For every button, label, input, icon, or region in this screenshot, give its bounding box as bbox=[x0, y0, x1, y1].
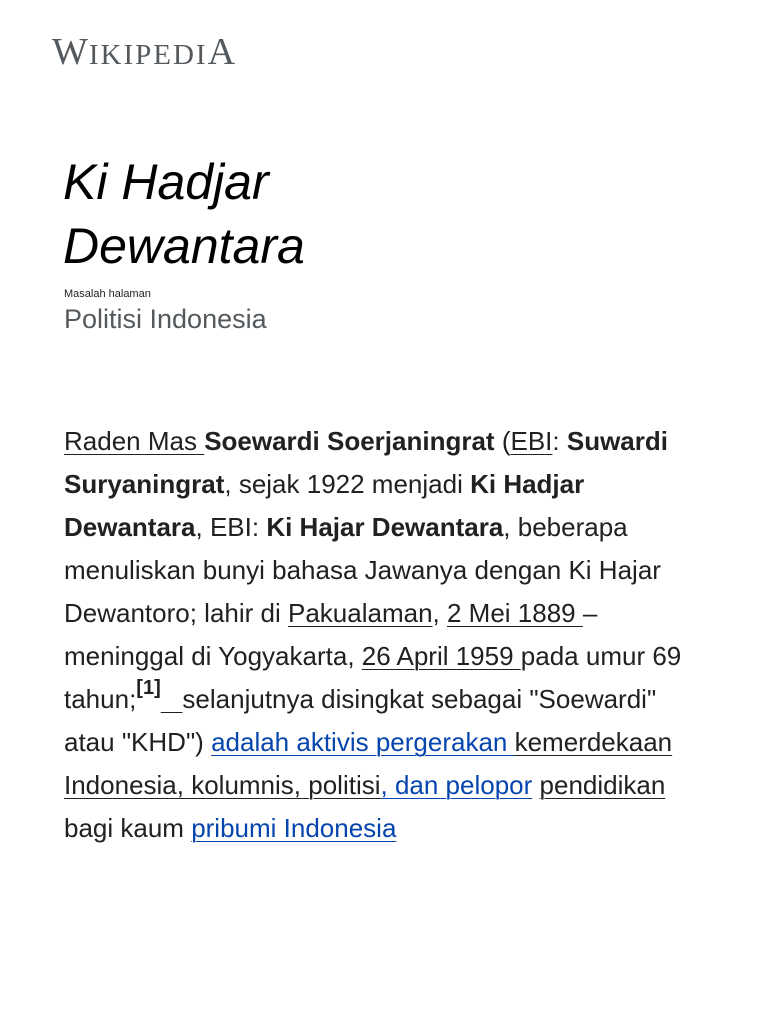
page-issues-link[interactable]: Masalah halaman bbox=[64, 288, 151, 300]
bold-soewardi-soerjaningrat: Soewardi Soerjaningrat bbox=[204, 426, 495, 456]
text-segment: : bbox=[552, 426, 567, 456]
pendidikan-link[interactable]: pendidikan bbox=[539, 770, 666, 800]
pelopor-link[interactable]: , dan pelopor bbox=[380, 770, 533, 800]
ebi-link[interactable]: EBI bbox=[510, 426, 553, 456]
citation-1-link[interactable]: [1] bbox=[136, 677, 161, 699]
text-segment bbox=[532, 770, 539, 800]
text-segment: ( bbox=[494, 426, 511, 456]
article-lead-paragraph bbox=[64, 420, 704, 850]
text-segment: , beberapa menuliskan bunyi bahasa Jawanya dengan Ki Hajar Dewantoro; lahir di bbox=[64, 512, 661, 628]
text-segment: selanjutnya disingkat sebagai "Soewardi" atau "KHD") bbox=[64, 684, 657, 757]
kemerdekaan-link[interactable]: kemerdekaan Indonesia, kolumnis, politisi bbox=[64, 727, 673, 800]
page-title bbox=[63, 150, 663, 278]
bold-ki-hadjar-dewantara: Ki Hadjar Dewantara bbox=[64, 469, 585, 542]
text-segment: pada umur 69 tahun; bbox=[64, 641, 682, 714]
logo-letters-middle: IKIPEDI bbox=[88, 39, 208, 71]
text-segment: , EBI: bbox=[195, 512, 267, 542]
title-line-2: Dewantara bbox=[63, 218, 305, 274]
birth-date-link[interactable]: 2 Mei 1889 bbox=[447, 598, 583, 628]
page-description: Politisi Indonesia bbox=[64, 304, 267, 334]
logo-letter-w: W bbox=[52, 31, 89, 73]
text-segment: , bbox=[432, 598, 447, 628]
wikipedia-logo[interactable] bbox=[52, 30, 236, 77]
aktivis-link[interactable]: adalah aktivis pergerakan bbox=[211, 727, 515, 757]
text-segment: bagi kaum bbox=[64, 813, 192, 843]
text-segment: , sejak 1922 menjadi bbox=[224, 469, 471, 499]
death-date-link[interactable]: 26 April 1959 bbox=[361, 641, 521, 671]
raden-mas-link[interactable]: Raden Mas bbox=[64, 426, 205, 456]
pribumi-indonesia-link[interactable]: pribumi Indonesia bbox=[191, 813, 397, 843]
logo-letter-a: A bbox=[207, 31, 237, 73]
title-line-1: Ki Hadjar bbox=[63, 154, 269, 210]
citation-spacer-link[interactable] bbox=[161, 684, 183, 714]
pakualaman-link[interactable]: Pakualaman bbox=[288, 598, 433, 628]
bold-ki-hajar-dewantara: Ki Hajar Dewantara bbox=[266, 512, 504, 542]
bold-suwardi-suryaningrat: Suwardi Suryaningrat bbox=[64, 426, 668, 499]
text-segment: – meninggal di Yogyakarta, bbox=[64, 598, 598, 671]
